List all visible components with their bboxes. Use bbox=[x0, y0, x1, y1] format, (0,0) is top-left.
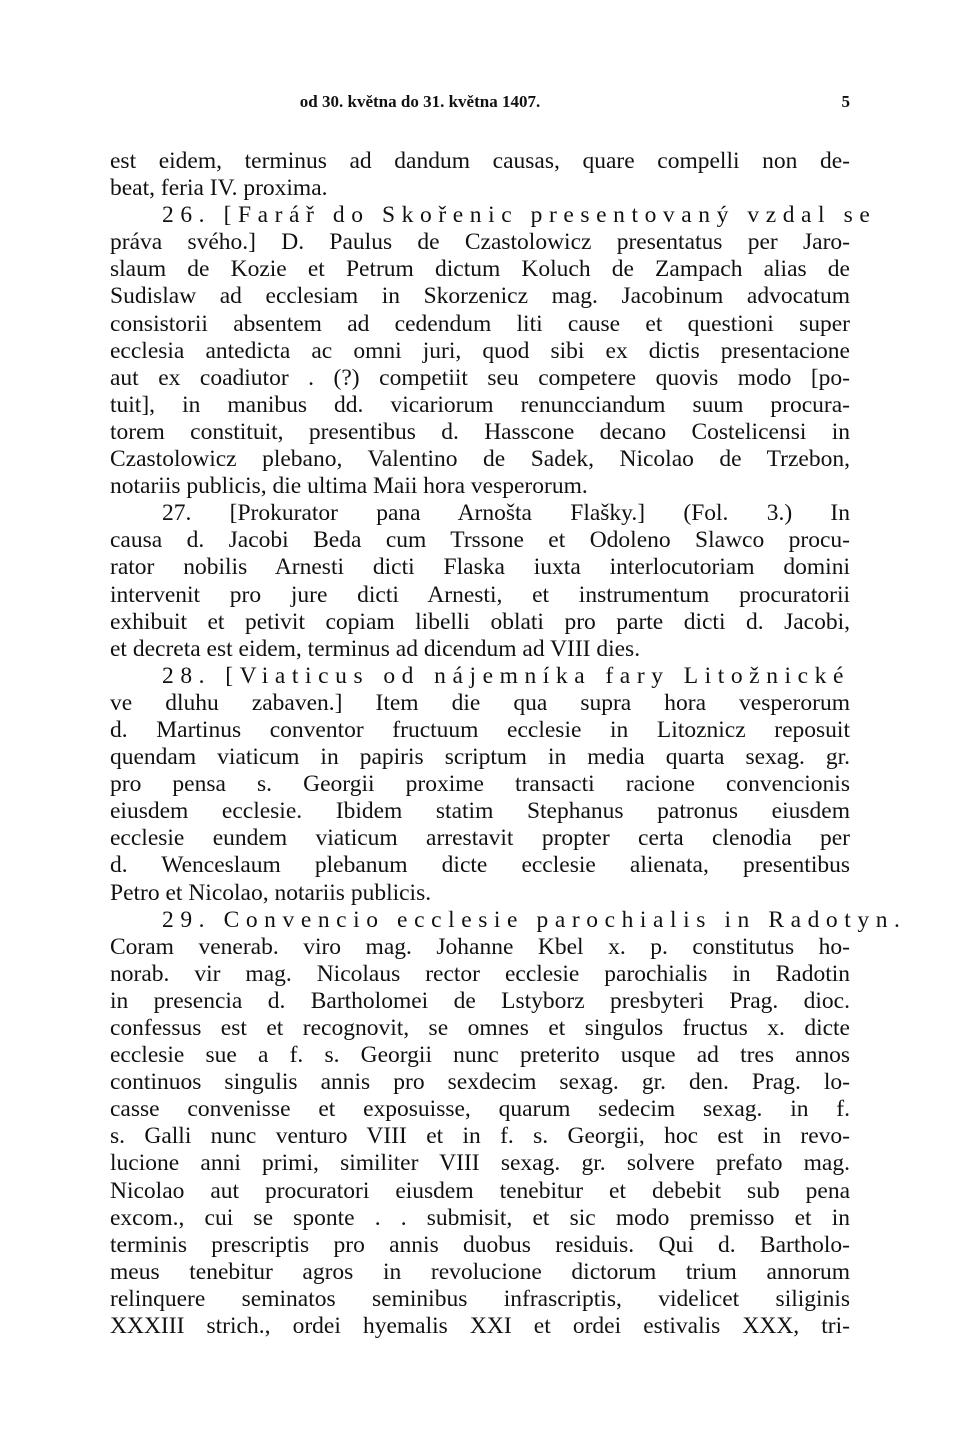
text-line: meus tenebitur agros in revolucione dictorum trium annorum bbox=[110, 1258, 850, 1285]
text-line: pro pensa s. Georgii proxime transacti racione convencionis bbox=[110, 771, 850, 798]
entry-29-heading: 29. Convencio ecclesie parochialis in Radotyn. bbox=[162, 906, 907, 933]
text-line: aut ex coadiutor . (?) competiit seu competere quovis modo [po- bbox=[110, 364, 850, 391]
text-line: práva svého.] D. Paulus de Czastolowicz presentatus per Jaro- bbox=[110, 229, 850, 256]
text-line: d. Martinus conventor fructuum ecclesie in Litoznicz reposuit bbox=[110, 716, 850, 743]
text-line: terminis prescriptis pro annis duobus residuis. Qui d. Bartholo- bbox=[110, 1231, 850, 1258]
text-line: ve dluhu zabaven.] Item die qua supra hora vesperorum bbox=[110, 689, 850, 716]
text-line: eiusdem ecclesie. Ibidem statim Stephanus patronus eiusdem bbox=[110, 798, 850, 825]
page-number: 5 bbox=[841, 92, 850, 111]
text-line: et decreta est eidem, terminus ad dicendum ad VIII dies. bbox=[110, 635, 641, 662]
body-text bbox=[110, 148, 907, 1340]
text-line: casse convenisse et exposuisse, quarum sedecim sexag. in f. bbox=[110, 1096, 850, 1123]
text-line: XXXIII strich., ordei hyemalis XXI et ordei estivalis XXX, tri- bbox=[110, 1313, 850, 1340]
text-line: d. Wenceslaum plebanum dicte ecclesie alienata, presentibus bbox=[110, 852, 850, 879]
text-line: tuit], in manibus dd. vicariorum renuncciandum suum procura- bbox=[110, 391, 850, 418]
text-line: exhibuit et petivit copiam libelli oblati pro parte dicti d. Jacobi, bbox=[110, 608, 850, 635]
text-line: notariis publicis, die ultima Maii hora vesperorum. bbox=[110, 473, 588, 500]
text-line: est eidem, terminus ad dandum causas, quare compelli non de- bbox=[110, 148, 850, 174]
text-line: Czastolowicz plebano, Valentino de Sadek, Nicolao de Trzebon, bbox=[110, 446, 850, 473]
text-line: quendam viaticum in papiris scriptum in media quarta sexag. gr. bbox=[110, 744, 850, 771]
running-title: od 30. května do 31. května 1407. bbox=[299, 92, 541, 111]
entry-27-heading: 27. [Prokurator pana Arnošta Flašky.] (Fol. 3.) In bbox=[162, 500, 850, 527]
text-line: ecclesia antedicta ac omni juri, quod sibi ex dictis presentacione bbox=[110, 337, 850, 364]
text-line: s. Galli nunc venturo VIII et in f. s. Georgii, hoc est in revo- bbox=[110, 1123, 850, 1150]
text-line: lucione anni primi, similiter VIII sexag. gr. solvere prefato mag. bbox=[110, 1150, 850, 1177]
text-line: slaum de Kozie et Petrum dictum Koluch de Zampach alias de bbox=[110, 256, 850, 283]
text-line: rator nobilis Arnesti dicti Flaska iuxta interlocutoriam domini bbox=[110, 554, 850, 581]
text-line: ecclesie sue a f. s. Georgii nunc preterito usque ad tres annos bbox=[110, 1042, 850, 1069]
text-line: in presencia d. Bartholomei de Lstyborz presbyteri Prag. dioc. bbox=[110, 987, 850, 1014]
text-line: consistorii absentem ad cedendum liti cause et questioni super bbox=[110, 310, 850, 337]
entry-28-heading: 28. [Viaticus od nájemníka fary Litožnické bbox=[162, 662, 850, 689]
text-line: causa d. Jacobi Beda cum Trssone et Odoleno Slawco procu- bbox=[110, 527, 850, 554]
text-line: Sudislaw ad ecclesiam in Skorzenicz mag. Jacobinum advocatum bbox=[110, 283, 850, 310]
text-line: continuos singulis annis pro sexdecim sexag. gr. den. Prag. lo- bbox=[110, 1069, 850, 1096]
running-header bbox=[110, 92, 850, 116]
text-line: confessus est et recognovit, se omnes et singulos fructus x. dicte bbox=[110, 1015, 850, 1041]
text-line: ecclesie eundem viaticum arrestavit propter certa clenodia per bbox=[110, 825, 850, 852]
text-line: torem constituit, presentibus d. Hasscone decano Costelicensi in bbox=[110, 418, 850, 445]
text-line: Petro et Nicolao, notariis publicis. bbox=[110, 879, 432, 906]
entry-26-heading: 26. [Farář do Skořenic presentovaný vzdal se bbox=[162, 202, 877, 229]
text-line: intervenit pro jure dicti Arnesti, et instrumentum procuratorii bbox=[110, 581, 850, 608]
text-line: Nicolao aut procuratori eiusdem tenebitur et debebit sub pena bbox=[110, 1177, 850, 1204]
text-line: beat, feria IV. proxima. bbox=[110, 175, 328, 202]
text-line: norab. vir mag. Nicolaus rector ecclesie parochialis in Radotin bbox=[110, 960, 850, 987]
text-line: excom., cui se sponte . . submisit, et sic modo premisso et in bbox=[110, 1204, 850, 1231]
text-line: relinquere seminatos seminibus infrascriptis, videlicet siliginis bbox=[110, 1285, 850, 1312]
text-line: Coram venerab. viro mag. Johanne Kbel x. p. constitutus ho- bbox=[110, 933, 850, 960]
